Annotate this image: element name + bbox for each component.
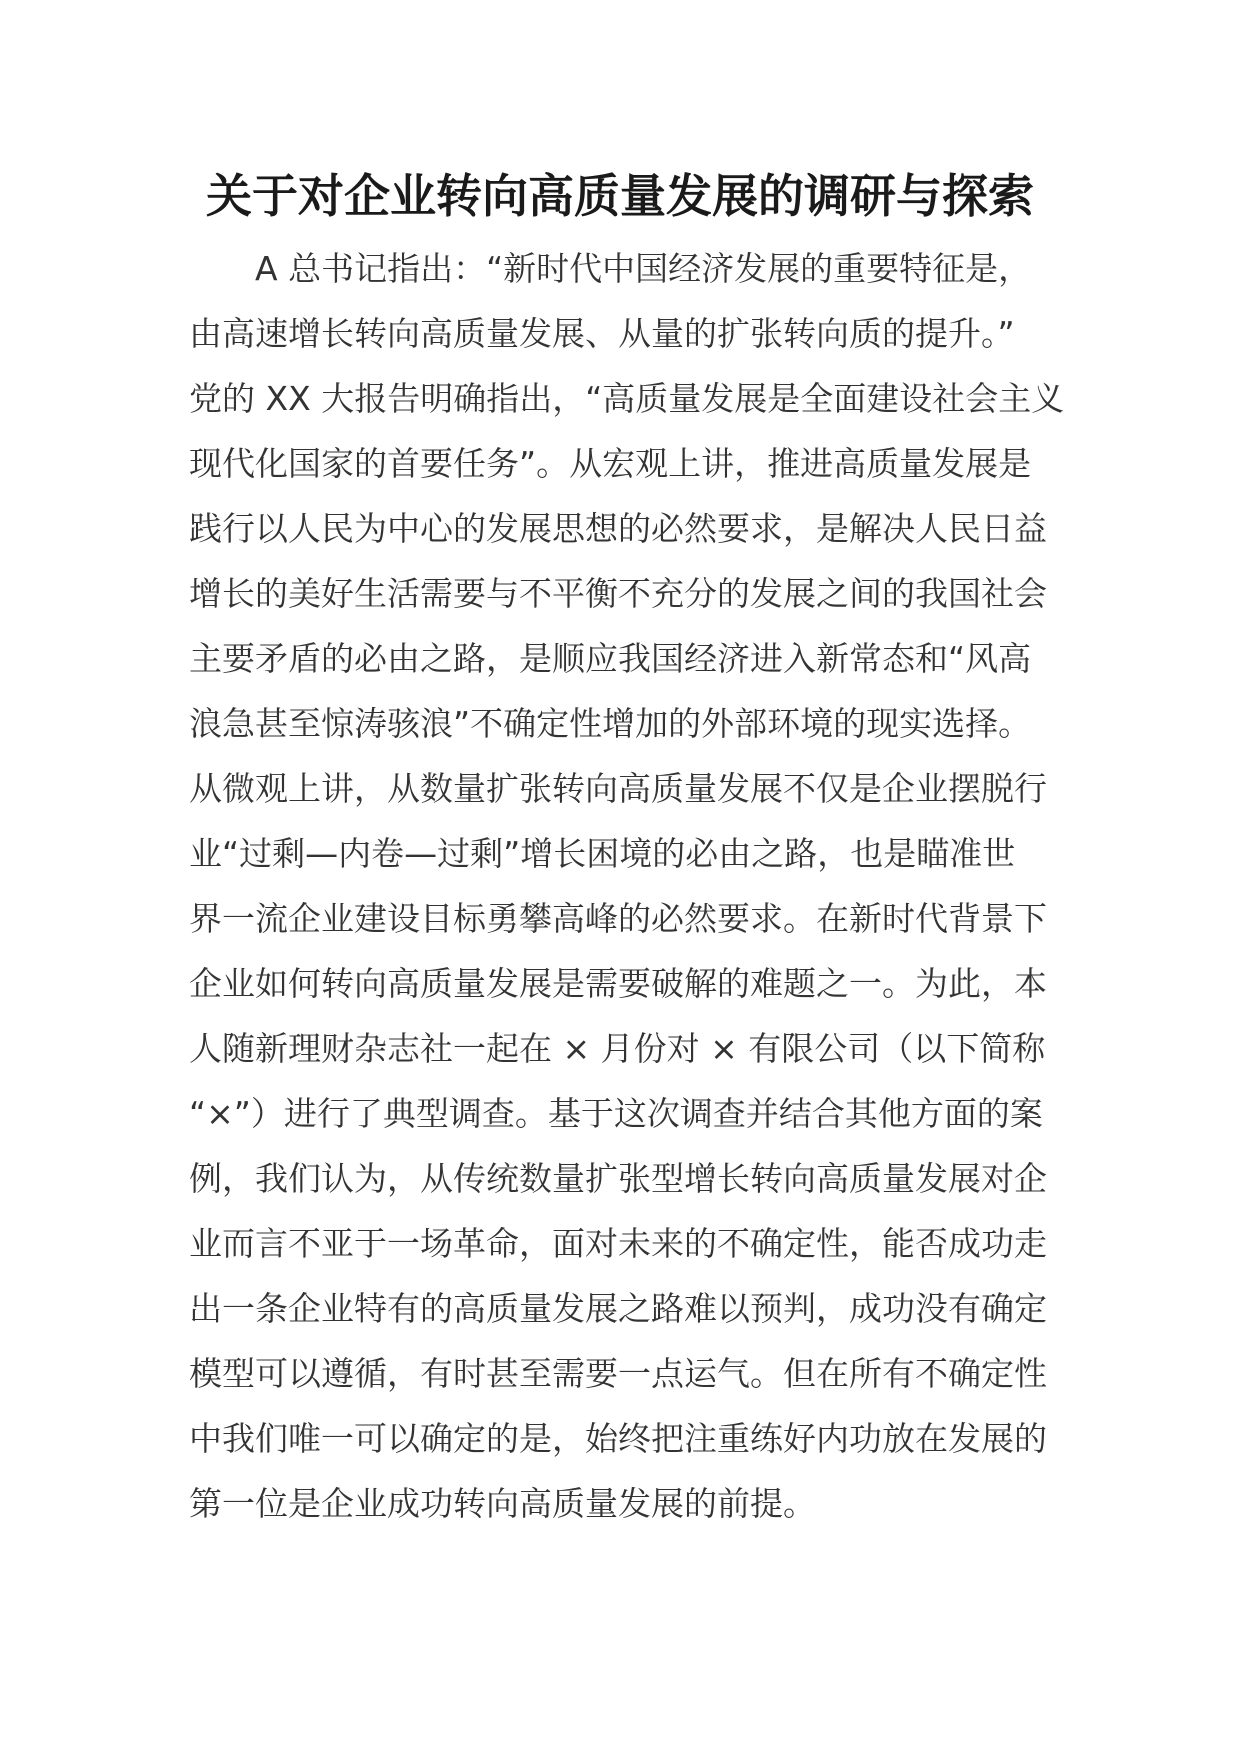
paragraph-line: 增长的美好生活需要与不平衡不充分的发展之间的我国社会 — [189, 574, 1047, 613]
paragraph-line: 模型可以遵循，有时甚至需要一点运气。但在所有不确定性 — [189, 1354, 1047, 1393]
paragraph-line: 由高速增长转向高质量发展、从量的扩张转向质的提升。” — [189, 314, 1015, 353]
paragraph-line: 企业如何转向高质量发展是需要破解的难题之一。为此，本 — [189, 964, 1047, 1003]
paragraph-line: 中我们唯一可以确定的是，始终把注重练好内功放在发展的 — [189, 1419, 1047, 1458]
paragraph-line: 例，我们认为，从传统数量扩张型增长转向高质量发展对企 — [189, 1159, 1047, 1198]
document-body — [189, 236, 1065, 1536]
paragraph-line: 主要矛盾的必由之路，是顺应我国经济进入新常态和“风高 — [189, 639, 1032, 678]
paragraph-line: 现代化国家的首要任务”。从宏观上讲，推进高质量发展是 — [189, 444, 1032, 483]
paragraph-line: 党的 XX 大报告明确指出，“高质量发展是全面建设社会主义 — [189, 379, 1065, 418]
paragraph-line: 界一流企业建设目标勇攀高峰的必然要求。在新时代背景下 — [189, 899, 1047, 938]
document-title: 关于对企业转向高质量发展的调研与探索 — [206, 169, 1034, 223]
paragraph-line: 出一条企业特有的高质量发展之路难以预判，成功没有确定 — [189, 1289, 1047, 1328]
paragraph-line: A 总书记指出：“新时代中国经济发展的重要特征是， — [255, 249, 1032, 288]
paragraph-line: “×”）进行了典型调查。基于这次调查并结合其他方面的案 — [189, 1094, 1043, 1133]
paragraph-line: 浪急甚至惊涛骇浪”不确定性增加的外部环境的现实选择。 — [189, 704, 1032, 743]
paragraph-line: 第一位是企业成功转向高质量发展的前提。 — [189, 1484, 816, 1523]
paragraph-line: 从微观上讲，从数量扩张转向高质量发展不仅是企业摆脱行 — [189, 769, 1047, 808]
paragraph-line: 业而言不亚于一场革命，面对未来的不确定性，能否成功走 — [189, 1224, 1047, 1263]
paragraph-line: 践行以人民为中心的发展思想的必然要求，是解决人民日益 — [189, 509, 1047, 548]
paragraph-line: 人随新理财杂志社一起在 × 月份对 × 有限公司（以下简称 — [189, 1029, 1046, 1068]
paragraph-line: 业“过剩—内卷—过剩”增长困境的必由之路，也是瞄准世 — [189, 834, 1016, 873]
